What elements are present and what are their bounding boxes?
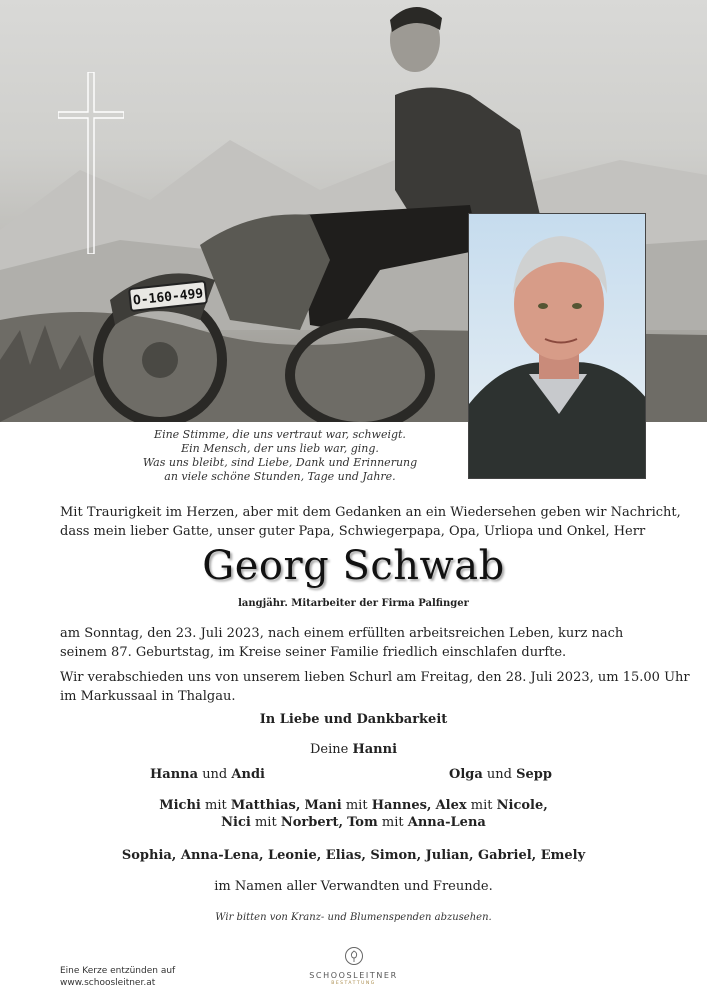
death-line: seinem 87. Geburtstag, im Kreise seiner Familie friedlich einschlafen durfte. bbox=[60, 645, 567, 660]
intro-line: Mit Traurigkeit im Herzen, aber mit dem Gedanken an ein Wiedersehen geben wir Nachricht, bbox=[60, 505, 681, 520]
verse-line: Was uns bleibt, sind Liebe, Dank und Erinnerung bbox=[142, 456, 418, 469]
farewell-line: Wir verabschieden uns von unserem lieben Schurl am Freitag, den 28. Juli 2023, um 15.00 Uhr bbox=[60, 670, 690, 685]
conjunction: und bbox=[486, 767, 512, 782]
deceased-occupation: langjähr. Mitarbeiter der Firma Palfinger bbox=[238, 598, 469, 609]
death-line: am Sonntag, den 23. Juli 2023, nach einem erfüllten arbeitsreichen Leben, kurz nach bbox=[60, 626, 624, 641]
conjunction: und bbox=[202, 767, 228, 782]
memorial-verse bbox=[110, 428, 450, 484]
deceased-name: Georg Schwab bbox=[202, 543, 505, 589]
partner-name: Andi bbox=[231, 767, 265, 782]
spouse-name: Hanni bbox=[352, 742, 398, 757]
closing-line: In Liebe und Dankbarkeit bbox=[259, 712, 448, 727]
announcement-intro bbox=[60, 503, 681, 541]
grandchild-name: Nici bbox=[221, 815, 251, 830]
license-plate-text: O-160-499 bbox=[132, 286, 204, 309]
partner-name: Nicole, bbox=[496, 798, 548, 813]
partner-name: Sepp bbox=[516, 767, 552, 782]
children-pair bbox=[150, 767, 265, 782]
grandchild-name: Alex bbox=[435, 798, 467, 813]
logo-subtitle: BESTATTUNG bbox=[331, 981, 376, 986]
flower-donation-note: Wir bitten von Kranz- und Blumenspenden abzusehen. bbox=[215, 912, 492, 923]
spouse-prefix: Deine bbox=[309, 742, 349, 757]
verse-line: Eine Stimme, die uns vertraut war, schweigt. bbox=[154, 428, 406, 441]
child-name: Hanna bbox=[150, 767, 199, 782]
death-paragraph bbox=[60, 624, 646, 662]
great-grandchildren-line: Sophia, Anna-Lena, Leonie, Elias, Simon, Julian, Gabriel, Emely bbox=[121, 848, 586, 863]
farewell-paragraph bbox=[60, 668, 690, 706]
grandchild-name: Michi bbox=[159, 798, 201, 813]
funeral-home-logo bbox=[300, 946, 407, 986]
intro-line: dass mein lieber Gatte, unser guter Papa, Schwiegerpapa, Opa, Urliopa und Onkel, Herr bbox=[60, 524, 646, 539]
partner-name: Norbert, bbox=[280, 815, 343, 830]
spouse-line bbox=[0, 742, 707, 757]
children-pair bbox=[449, 767, 552, 782]
farewell-line: im Markussaal in Thalgau. bbox=[60, 689, 236, 704]
logo-name: SCHOOSLEITNER bbox=[309, 971, 398, 980]
cross-icon bbox=[58, 72, 124, 254]
relatives-line: im Namen aller Verwandten und Freunde. bbox=[214, 879, 493, 894]
child-name: Olga bbox=[449, 767, 483, 782]
partner-name: Anna-Lena bbox=[407, 815, 486, 830]
candle-footer bbox=[60, 965, 175, 989]
grandchildren-line bbox=[0, 815, 707, 830]
conjunction: mit bbox=[345, 798, 368, 813]
grandchild-name: Tom bbox=[347, 815, 378, 830]
partner-name: Matthias, bbox=[230, 798, 301, 813]
conjunction: mit bbox=[381, 815, 404, 830]
conjunction: mit bbox=[254, 815, 277, 830]
grandchild-name: Mani bbox=[304, 798, 342, 813]
verse-line: an viele schöne Stunden, Tage und Jahre. bbox=[164, 470, 396, 483]
verse-line: Ein Mensch, der uns lieb war, ging. bbox=[181, 442, 379, 455]
footer-text: Eine Kerze entzünden auf bbox=[60, 966, 176, 976]
portrait-illustration bbox=[469, 214, 646, 479]
portrait-photo bbox=[468, 213, 646, 479]
website-link[interactable]: www.schoosleitner.at bbox=[60, 978, 156, 988]
grandchildren-line bbox=[0, 798, 707, 813]
partner-name: Hannes, bbox=[371, 798, 432, 813]
rose-logo-icon bbox=[344, 946, 364, 966]
conjunction: mit bbox=[205, 798, 227, 813]
conjunction: mit bbox=[470, 798, 493, 813]
